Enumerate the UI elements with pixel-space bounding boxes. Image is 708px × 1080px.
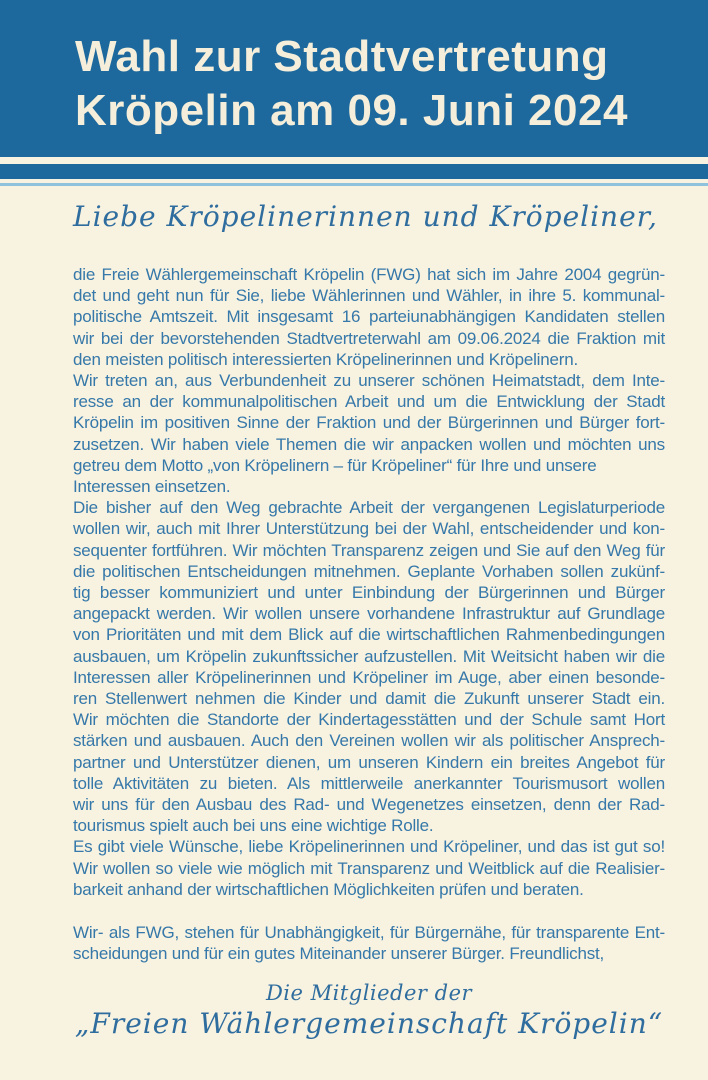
body-line: Wir möchten die Standorte der Kindertagesstätten und der Schule samt Hort <box>73 710 665 730</box>
body-line: wollen wir, auch mit Ihrer Unterstützung bei der Wahl, entscheidender und kon- <box>73 519 665 539</box>
closing-line: scheidungen und für ein gutes Miteinander unserer Bürger. Freundlichst, <box>73 944 605 964</box>
separator-stripe-thin <box>0 183 708 186</box>
body-line: wir bei der bevorstehenden Stadtvertreterwahl am 09.06.2024 die Fraktion mit <box>73 328 665 348</box>
letter-closing <box>73 922 665 964</box>
separator-stripe-thick <box>0 164 708 179</box>
body-line: die politischen Entscheidungen mitnehmen. Geplante Vorhaben sollen zukünf- <box>73 561 665 581</box>
header-band <box>0 0 708 157</box>
body-line: Interessen einsetzen. <box>73 477 231 497</box>
body-line: von Prioritäten und mit dem Blick auf die wirtschaftlichen Rahmenbedingungen <box>73 625 665 645</box>
body-line: det und geht nun für Sie, liebe Wählerinnen und Wähler, in ihre 5. kommunal- <box>73 286 665 306</box>
body-line: die Freie Wählergemeinschaft Kröpelin (FWG) hat sich im Jahre 2004 gegrün- <box>73 265 665 284</box>
body-line: Es gibt viele Wünsche, liebe Kröpelinerinnen und Kröpeliner, und das ist gut so! <box>73 837 665 857</box>
signature-line-1: Die Mitglieder der <box>265 981 473 1005</box>
body-line: stärken und ausbauen. Auch den Vereinen wollen wir als politischer Ansprech- <box>73 731 665 751</box>
body-line: Wir treten an, aus Verbundenheit zu unserer schönen Heimatstadt, dem Inte- <box>73 371 665 391</box>
closing-line: Wir- als FWG, stehen für Unabhängigkeit, für Bürgernähe, für transparente Ent- <box>73 923 665 942</box>
body-line: den meisten politisch interessierten Kröpelinerinnen und Kröpelinern. <box>73 349 579 369</box>
body-line: Kröpelin im positiven Sinne der Fraktion und der Bürgerinnen und Bürger fort- <box>73 413 665 433</box>
letter-body <box>73 264 665 900</box>
body-line: ausbauen, um Kröpelin zukunftssicher aufzustellen. Mit Weitsicht haben wir die <box>73 646 665 666</box>
body-line: wir uns für den Ausbau des Rad- und Wegenetzes einsetzen, denn der Rad- <box>73 795 665 815</box>
signature-block <box>73 980 665 1041</box>
body-line: Interessen aller Kröpelinerinnen und Kröpeliner im Auge, aber einen besonde- <box>73 667 665 687</box>
body-line: politische Amtszeit. Mit insgesamt 16 parteiunabhängigen Kandidaten stellen <box>73 307 665 327</box>
body-line: Die bisher auf den Weg gebrachte Arbeit der vergangenen Legislaturperiode <box>73 498 665 518</box>
body-line: resse an der kommunalpolitischen Arbeit und um die Entwicklung der Stadt <box>73 392 665 412</box>
page-title <box>75 30 628 138</box>
body-line: zusetzen. Wir haben viele Themen die wir anpacken wollen und möchten uns <box>73 434 665 454</box>
title-line-2: Kröpelin am 09. Juni 2024 <box>75 86 628 135</box>
body-line: angepackt werden. Wir wollen unsere vorhandene Infrastruktur auf Grundlage <box>73 604 665 624</box>
body-line: sequenter fortführen. Wir möchten Transparenz zeigen und Sie auf den Weg für <box>73 540 665 560</box>
body-line: barkeit anhand der wirtschaftlichen Möglichkeiten prüfen und beraten. <box>73 879 584 899</box>
body-line: tig besser kommuniziert und unter Einbindung der Bürgerinnen und Bürger <box>73 583 665 603</box>
signature-line-2: „Freien Wählergemeinschaft Kröpelin“ <box>74 1007 664 1040</box>
body-line: tolle Aktivitäten zu bieten. Als mittlerweile anerkannter Tourismusort wollen <box>73 773 665 793</box>
body-line: getreu dem Motto „von Kröpelinern – für Kröpeliner“ für Ihre und unsere <box>73 455 597 475</box>
body-line: Wir wollen so viele wie möglich mit Transparenz und Weitblick auf die Realisier- <box>73 858 665 878</box>
body-line: partner und Unterstützer dienen, um unseren Kindern ein breites Angebot für <box>73 752 665 772</box>
body-line: tourismus spielt auch bei uns eine wichtige Rolle. <box>73 816 434 836</box>
salutation: Liebe Kröpelinerinnen und Kröpeliner, <box>73 200 658 233</box>
title-line-1: Wahl zur Stadtvertretung <box>75 32 609 81</box>
body-line: ren Stellenwert nehmen die Kinder und damit die Zukunft unserer Stadt ein. <box>73 689 665 709</box>
